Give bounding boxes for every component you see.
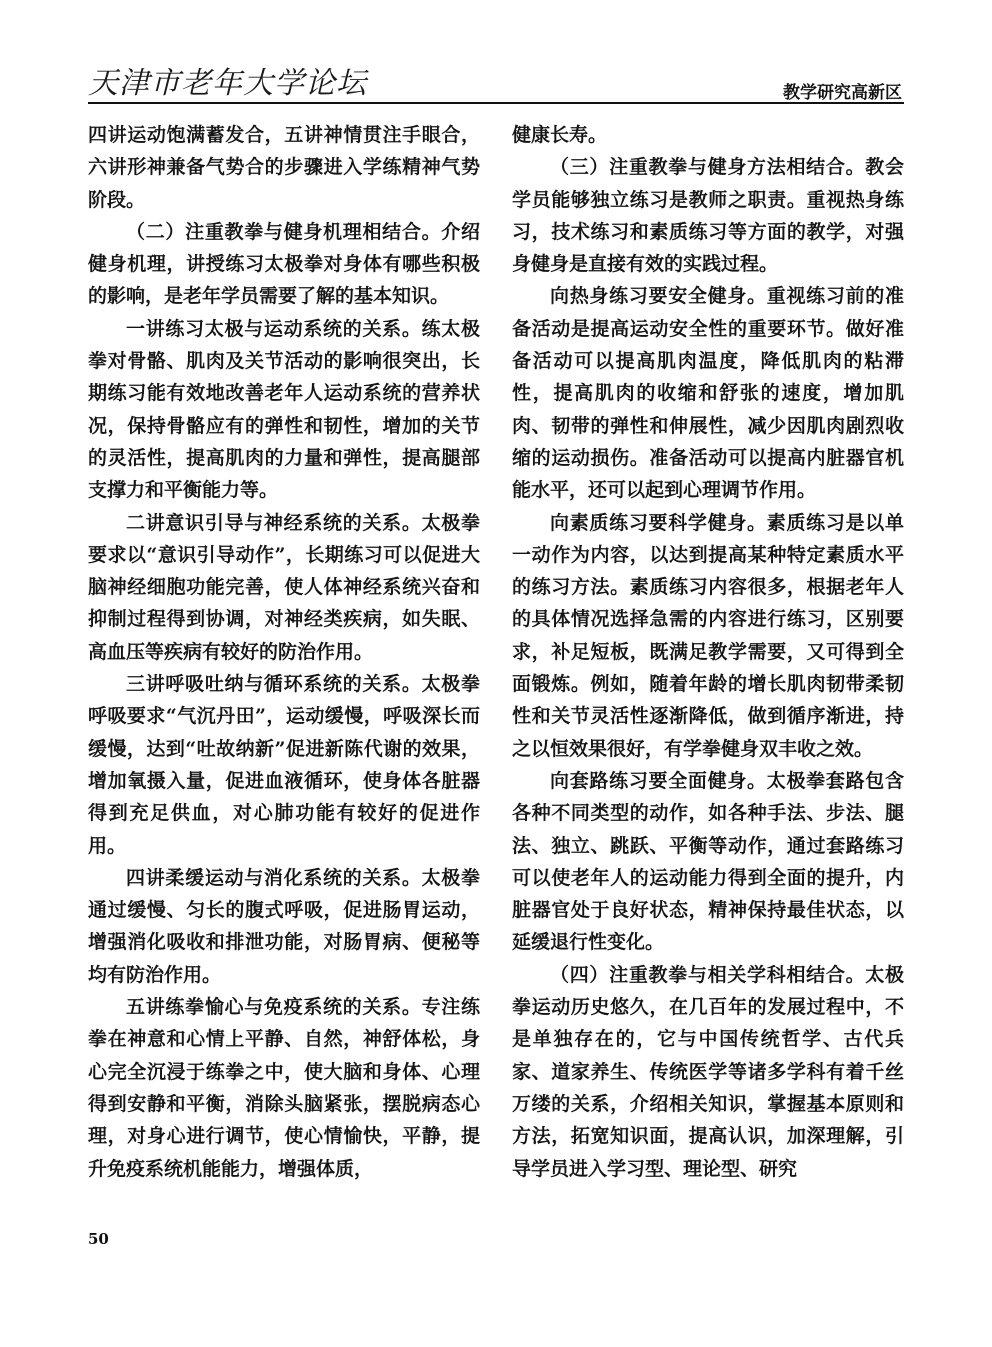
left-column xyxy=(88,119,480,1185)
paragraph: 健康长寿。 xyxy=(512,124,608,146)
header-rule xyxy=(88,102,904,104)
paragraph: 四讲柔缓运动与消化系统的关系。太极拳通过缓慢、匀长的腹式呼吸，促进肠胃运动，增强消化吸收和排泄功能，对肠胃病、便秘等均有防治作用。 xyxy=(88,866,480,986)
page-number: 50 xyxy=(88,1230,109,1248)
paragraph: （四）注重教拳与相关学科相结合。太极拳运动历史悠久，在几百年的发展过程中，不是单独存在的，它与中国传统哲学、古代兵家、道家养生、传统医学等诸多学科有着千丝万缕的关系，介绍相关知识，掌握基本原则和方法，拓宽知识面，提高认识，加深理解，引导学员进入学习型、理论型、研究 xyxy=(512,963,904,1180)
paragraph: 向套路练习要全面健身。太极拳套路包含各种不同类型的动作，如各种手法、步法、腿法、独立、跳跃、平衡等动作，通过套路练习可以使老年人的运动能力得到全面的提升，内脏器官处于良好状态，精神保持最佳状态，以延缓退行性变化。 xyxy=(512,769,904,954)
right-column xyxy=(512,119,904,1185)
paragraph: 一讲练习太极与运动系统的关系。练太极拳对骨骼、肌肉及关节活动的影响很突出，长期练习能有效地改善老年人运动系统的营养状况，保持骨骼应有的弹性和韧性，增加的关节的灵活性，提高肌肉的力量和弹性，提高腿部支撑力和平衡能力等。 xyxy=(88,317,480,502)
paragraph: 四讲运动饱满蓄发合，五讲神情贯注手眼合，六讲形神兼备气势合的步骤进入学练精神气势阶段。 xyxy=(88,124,480,211)
paragraph: 三讲呼吸吐纳与循环系统的关系。太极拳呼吸要求“气沉丹田”，运动缓慢，呼吸深长而缓慢，达到“吐故纳新”促进新陈代谢的效果，增加氧摄入量，促进血液循环，使身体各脏器得到充足供血，对心肺功能有较好的促进作用。 xyxy=(88,673,480,857)
paragraph: 二讲意识引导与神经系统的关系。太极拳要求以“意识引导动作”，长期练习可以促进大脑神经细胞功能完善，使人体神经系统兴奋和抑制过程得到协调，对神经类疾病，如失眠、高血压等疾病有较好的防治作用。 xyxy=(88,511,480,663)
paragraph: （三）注重教拳与健身方法相结合。教会学员能够独立练习是教师之职责。重视热身练习，技术练习和素质练习等方面的教学，对强身健身是直接有效的实践过程。 xyxy=(512,156,904,276)
paragraph: （二）注重教拳与健身机理相结合。介绍健身机理，讲授练习太极拳对身体有哪些积极的影响，是老年学员需要了解的基本知识。 xyxy=(88,220,480,308)
journal-title: 天津市老年大学论坛 xyxy=(88,66,367,101)
paragraph: 五讲练拳愉心与免疫系统的关系。专注练拳在神意和心情上平静、自然，神舒体松，身心完全沉浸于练拳之中，使大脑和身体、心理得到安静和平衡，消除头脑紧张，摆脱病态心理，对身心进行调节，使心情愉快，平静，提升免疫系统机能能力，增强体质， xyxy=(88,996,480,1180)
paragraph: 向素质练习要科学健身。素质练习是以单一动作为内容，以达到提高某种特定素质水平的练习方法。素质练习内容很多，根据老年人的具体情况选择急需的内容进行练习，区别要求，补足短板，既满足教学需要，又可得到全面锻炼。例如，随着年龄的增长肌肉韧带柔韧性和关节灵活性逐渐降低，做到循序渐进，持之以恒效果很好，有学拳健身双丰收之效。 xyxy=(512,511,904,760)
section-label: 教学研究高新区 xyxy=(783,83,902,103)
paragraph: 向热身练习要安全健身。重视练习前的准备活动是提高运动安全性的重要环节。做好准备活动可以提高肌肉温度，降低肌肉的粘滞性，提高肌肉的收缩和舒张的速度，增加肌肉、韧带的弹性和伸展性，减少因肌肉剧烈收缩的运动损伤。准备活动可以提高内脏器官机能水平，还可以起到心理调节作用。 xyxy=(512,285,904,502)
page-header xyxy=(88,58,904,106)
